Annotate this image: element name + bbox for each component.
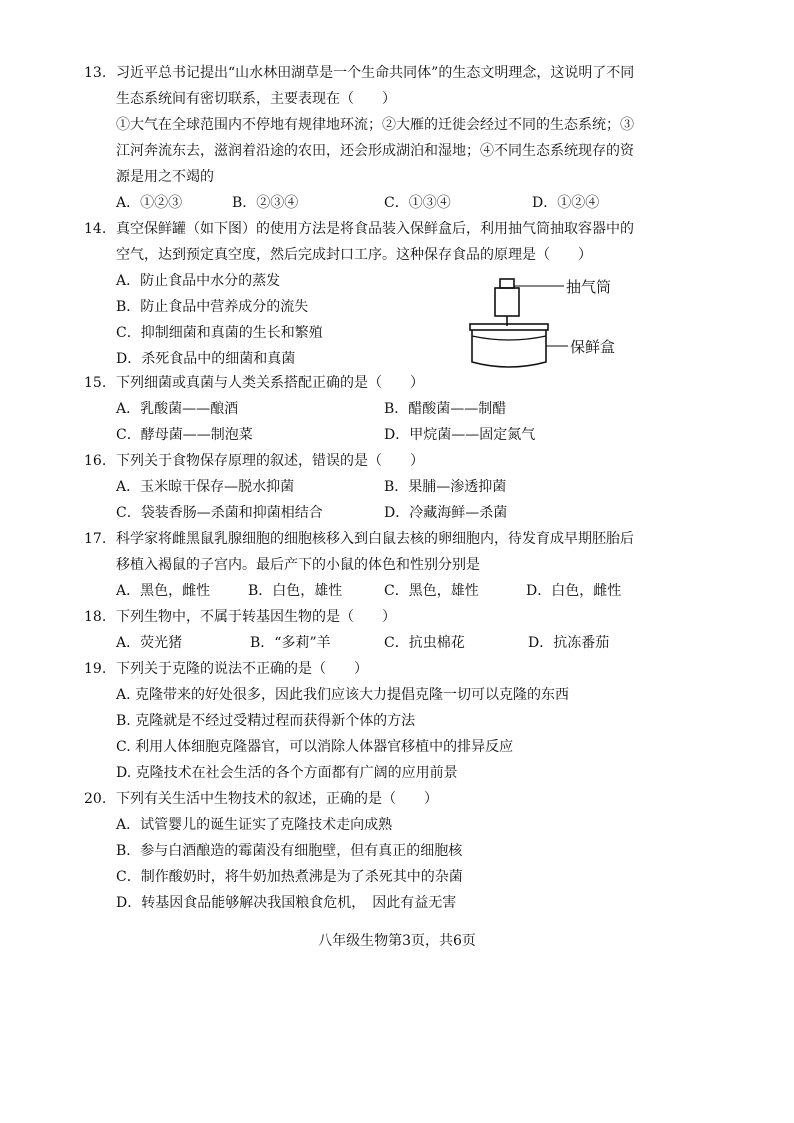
options-row — [116, 578, 684, 604]
option-b[interactable]: B．白色，雄性 — [248, 583, 343, 599]
option-a[interactable]: A．防止食品中水分的蒸发 — [116, 273, 281, 289]
question-stem — [116, 604, 684, 630]
question-stem — [116, 656, 684, 682]
option-c[interactable]: C．酵母菌——制泡菜 — [116, 427, 253, 443]
option-b[interactable]: B．果脯—渗透抑菌 — [384, 479, 507, 495]
question-stem — [116, 526, 684, 578]
pump-handle — [500, 279, 514, 288]
option-d[interactable]: D. 克隆技术在社会生活的各个方面都有广阔的应用前景 — [116, 765, 458, 781]
pump-label: 抽气筒 — [566, 278, 612, 296]
stem-line: 下列细菌或真菌与人类关系搭配正确的是（ ） — [116, 375, 424, 391]
question-18 — [84, 604, 684, 656]
stem-line: 习近平总书记提出“山水林田湖草是一个生命共同体”的生态文明理念，这说明了不同 — [116, 65, 635, 81]
stem-line: 空气，达到预定真空度，然后完成封口工序。这种保存食品的原理是（ ） — [116, 247, 592, 263]
option-d[interactable]: D．①②④ — [532, 195, 600, 211]
stem-line: ①大气在全球范围内不停地有规律地环流；②大雁的迁徙会经过不同的生态系统；③ — [116, 117, 634, 133]
stem-line: 移植入褐鼠的子宫内。最后产下的小鼠的体色和性别分别是 — [116, 557, 480, 573]
option-b[interactable]: B．醋酸菌——制醋 — [384, 401, 507, 417]
pump-body — [495, 288, 519, 316]
option-c[interactable]: C．黑色，雄性 — [384, 583, 479, 599]
stem-line: 生态系统间有密切联系，主要表现在（ ） — [116, 91, 396, 107]
question-13 — [84, 60, 684, 216]
question-number: 18. — [84, 609, 107, 625]
option-b[interactable]: B. 克隆就是不经过受精过程而获得新个体的方法 — [116, 713, 416, 729]
option-d[interactable]: D．转基因食品能够解决我国粮食危机， 因此有益无害 — [116, 895, 457, 911]
question-stem — [116, 370, 684, 396]
stem-line: 下列有关生活中生物技术的叙述，正确的是（ ） — [116, 791, 438, 807]
question-16 — [84, 448, 684, 526]
option-c[interactable]: C．①③④ — [384, 195, 451, 211]
options-row — [116, 630, 684, 656]
page-footer: 八年级生物第3页，共6页 — [318, 933, 476, 949]
question-20 — [84, 786, 684, 916]
box-label: 保鲜盒 — [570, 338, 616, 356]
option-b[interactable]: B．“多莉”羊 — [250, 635, 331, 651]
options-row — [116, 422, 684, 448]
stem-line: 下列关于食物保存原理的叙述，错误的是（ ） — [116, 453, 424, 469]
question-stem — [116, 786, 684, 812]
option-c[interactable]: C．袋装香肠—杀菌和抑菌相结合 — [116, 505, 323, 521]
question-stem — [116, 60, 684, 190]
stem-line: 下列关于克隆的说法不正确的是（ ） — [116, 661, 368, 677]
vacuum-container-diagram — [462, 276, 642, 372]
option-a[interactable]: A．乳酸菌——酿酒 — [116, 401, 239, 417]
option-d[interactable]: D．杀死食品中的细菌和真菌 — [116, 351, 296, 367]
options-row — [116, 500, 684, 526]
question-number: 14. — [84, 221, 107, 237]
option-d[interactable]: D．甲烷菌——固定氮气 — [384, 427, 536, 443]
option-b[interactable]: B．防止食品中营养成分的流失 — [116, 299, 309, 315]
option-c[interactable]: C．制作酸奶时，将牛奶加热煮沸是为了杀死其中的杂菌 — [116, 869, 463, 885]
container-body — [472, 330, 546, 367]
option-a[interactable]: A．①②③ — [116, 195, 183, 211]
question-17 — [84, 526, 684, 604]
question-number: 19. — [84, 661, 107, 677]
stem-line: 科学家将雌黑鼠乳腺细胞的细胞核移入到白鼠去核的卵细胞内，待发育成早期胚胎后 — [116, 531, 634, 547]
vacuum-container-svg — [462, 276, 642, 372]
options-row — [116, 474, 684, 500]
container-rim — [472, 336, 546, 340]
question-number: 13. — [84, 65, 107, 81]
stem-line: 江河奔流东去，滋润着沿途的农田，还会形成湖泊和湿地；④不同生态系统现存的资 — [116, 143, 634, 159]
question-19 — [84, 656, 684, 786]
option-c[interactable]: C. 利用人体细胞克隆器官，可以消除人体器官移植中的排异反应 — [116, 739, 514, 755]
question-number: 15. — [84, 375, 107, 391]
stem-line: 源是用之不竭的 — [116, 169, 214, 185]
option-a[interactable]: A．荧光猪 — [116, 635, 183, 651]
container-lid — [470, 324, 548, 330]
option-c[interactable]: C．抑制细菌和真菌的生长和繁殖 — [116, 325, 323, 341]
option-a[interactable]: A．试管婴儿的诞生证实了克隆技术走向成熟 — [116, 817, 393, 833]
question-stem — [116, 216, 684, 268]
option-a[interactable]: A．黑色，雌性 — [116, 583, 211, 599]
options-row — [116, 396, 684, 422]
question-number: 17. — [84, 531, 107, 547]
option-d[interactable]: D．白色，雌性 — [526, 583, 622, 599]
question-15 — [84, 370, 684, 448]
options-row — [116, 190, 684, 216]
question-number: 16. — [84, 453, 107, 469]
option-b[interactable]: B．②③④ — [232, 195, 299, 211]
question-number: 20. — [84, 791, 107, 807]
stem-line: 下列生物中，不属于转基因生物的是（ ） — [116, 609, 396, 625]
option-b[interactable]: B．参与白酒酿造的霉菌没有细胞壁，但有真正的细胞核 — [116, 843, 463, 859]
option-a[interactable]: A．玉米晾干保存—脱水抑菌 — [116, 479, 295, 495]
option-c[interactable]: C．抗虫棉花 — [384, 635, 465, 651]
question-stem — [116, 448, 684, 474]
option-d[interactable]: D．抗冻番茄 — [528, 635, 610, 651]
option-a[interactable]: A. 克隆带来的好处很多，因此我们应该大力提倡克隆一切可以克隆的东西 — [116, 687, 570, 703]
stem-line: 真空保鲜罐（如下图）的使用方法是将食品装入保鲜盒后，利用抽气筒抽取容器中的 — [116, 221, 634, 237]
option-d[interactable]: D．冷藏海鲜—杀菌 — [384, 505, 508, 521]
